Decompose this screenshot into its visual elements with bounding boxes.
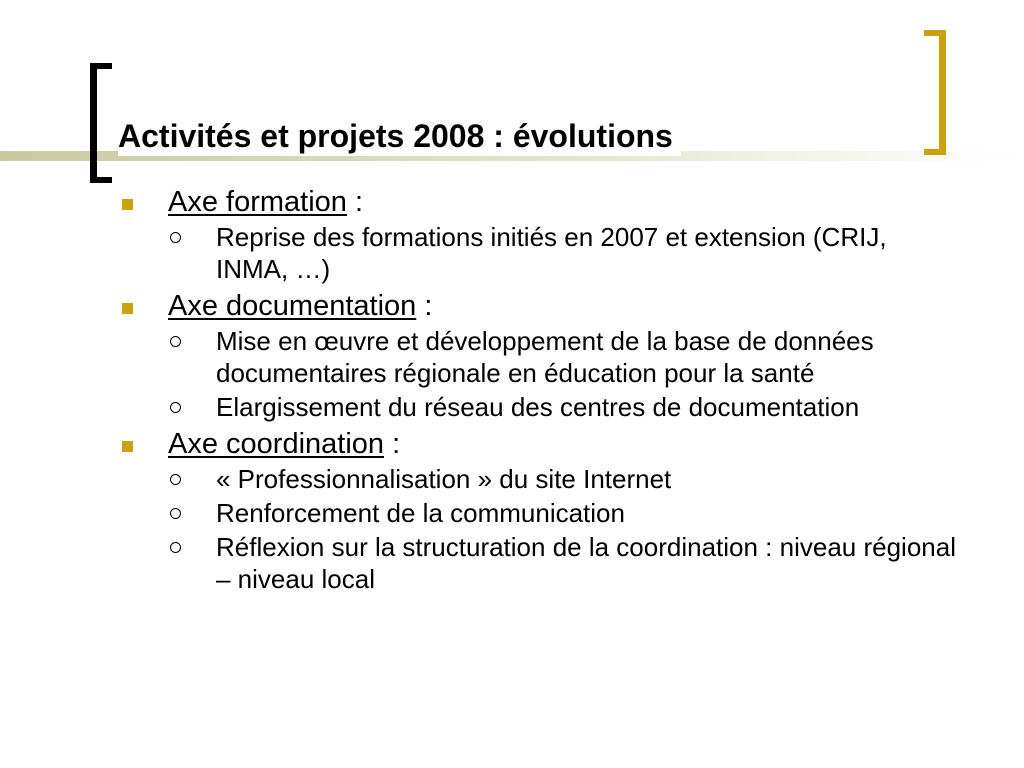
section-suffix: : xyxy=(346,186,364,218)
list-item xyxy=(118,391,956,423)
slide-content xyxy=(118,185,998,595)
right-bracket-decoration xyxy=(924,30,946,155)
section-coordination xyxy=(118,427,998,461)
list-item-text: Mise en œuvre et développement de la base de données documentaires régionale en éducation pour la santé xyxy=(216,326,874,388)
list-item-text: Renforcement de la communication xyxy=(216,498,625,528)
square-bullet-icon xyxy=(122,441,133,452)
circle-bullet-icon xyxy=(170,402,181,413)
section-heading: Axe coordination xyxy=(168,428,385,460)
circle-bullet-icon xyxy=(170,474,181,485)
section-heading: Axe formation xyxy=(168,186,347,218)
slide-title: Activités et projets 2008 : évolutions xyxy=(118,116,681,156)
list-item-text: « Professionnalisation » du site Internet xyxy=(216,464,672,494)
circle-bullet-icon xyxy=(170,232,181,243)
list-item xyxy=(118,497,956,529)
list-item xyxy=(118,463,956,495)
list-item xyxy=(118,325,956,389)
list-item-text: Reprise des formations initiés en 2007 et extension (CRIJ, INMA, …) xyxy=(216,222,887,284)
section-heading: Axe documentation xyxy=(168,290,417,322)
section-formation xyxy=(118,185,998,219)
list-item-text: Réflexion sur la structuration de la coordination : niveau régional – niveau local xyxy=(216,532,956,594)
list-item-text: Elargissement du réseau des centres de documentation xyxy=(216,392,860,422)
left-bracket-decoration xyxy=(90,63,112,183)
list-item xyxy=(118,221,956,285)
circle-bullet-icon xyxy=(170,336,181,347)
section-suffix: : xyxy=(416,290,433,322)
list-item xyxy=(118,531,956,595)
circle-bullet-icon xyxy=(170,542,181,553)
section-suffix: : xyxy=(384,428,401,460)
circle-bullet-icon xyxy=(170,508,181,519)
square-bullet-icon xyxy=(122,199,133,210)
square-bullet-icon xyxy=(122,303,133,314)
section-documentation xyxy=(118,289,998,323)
